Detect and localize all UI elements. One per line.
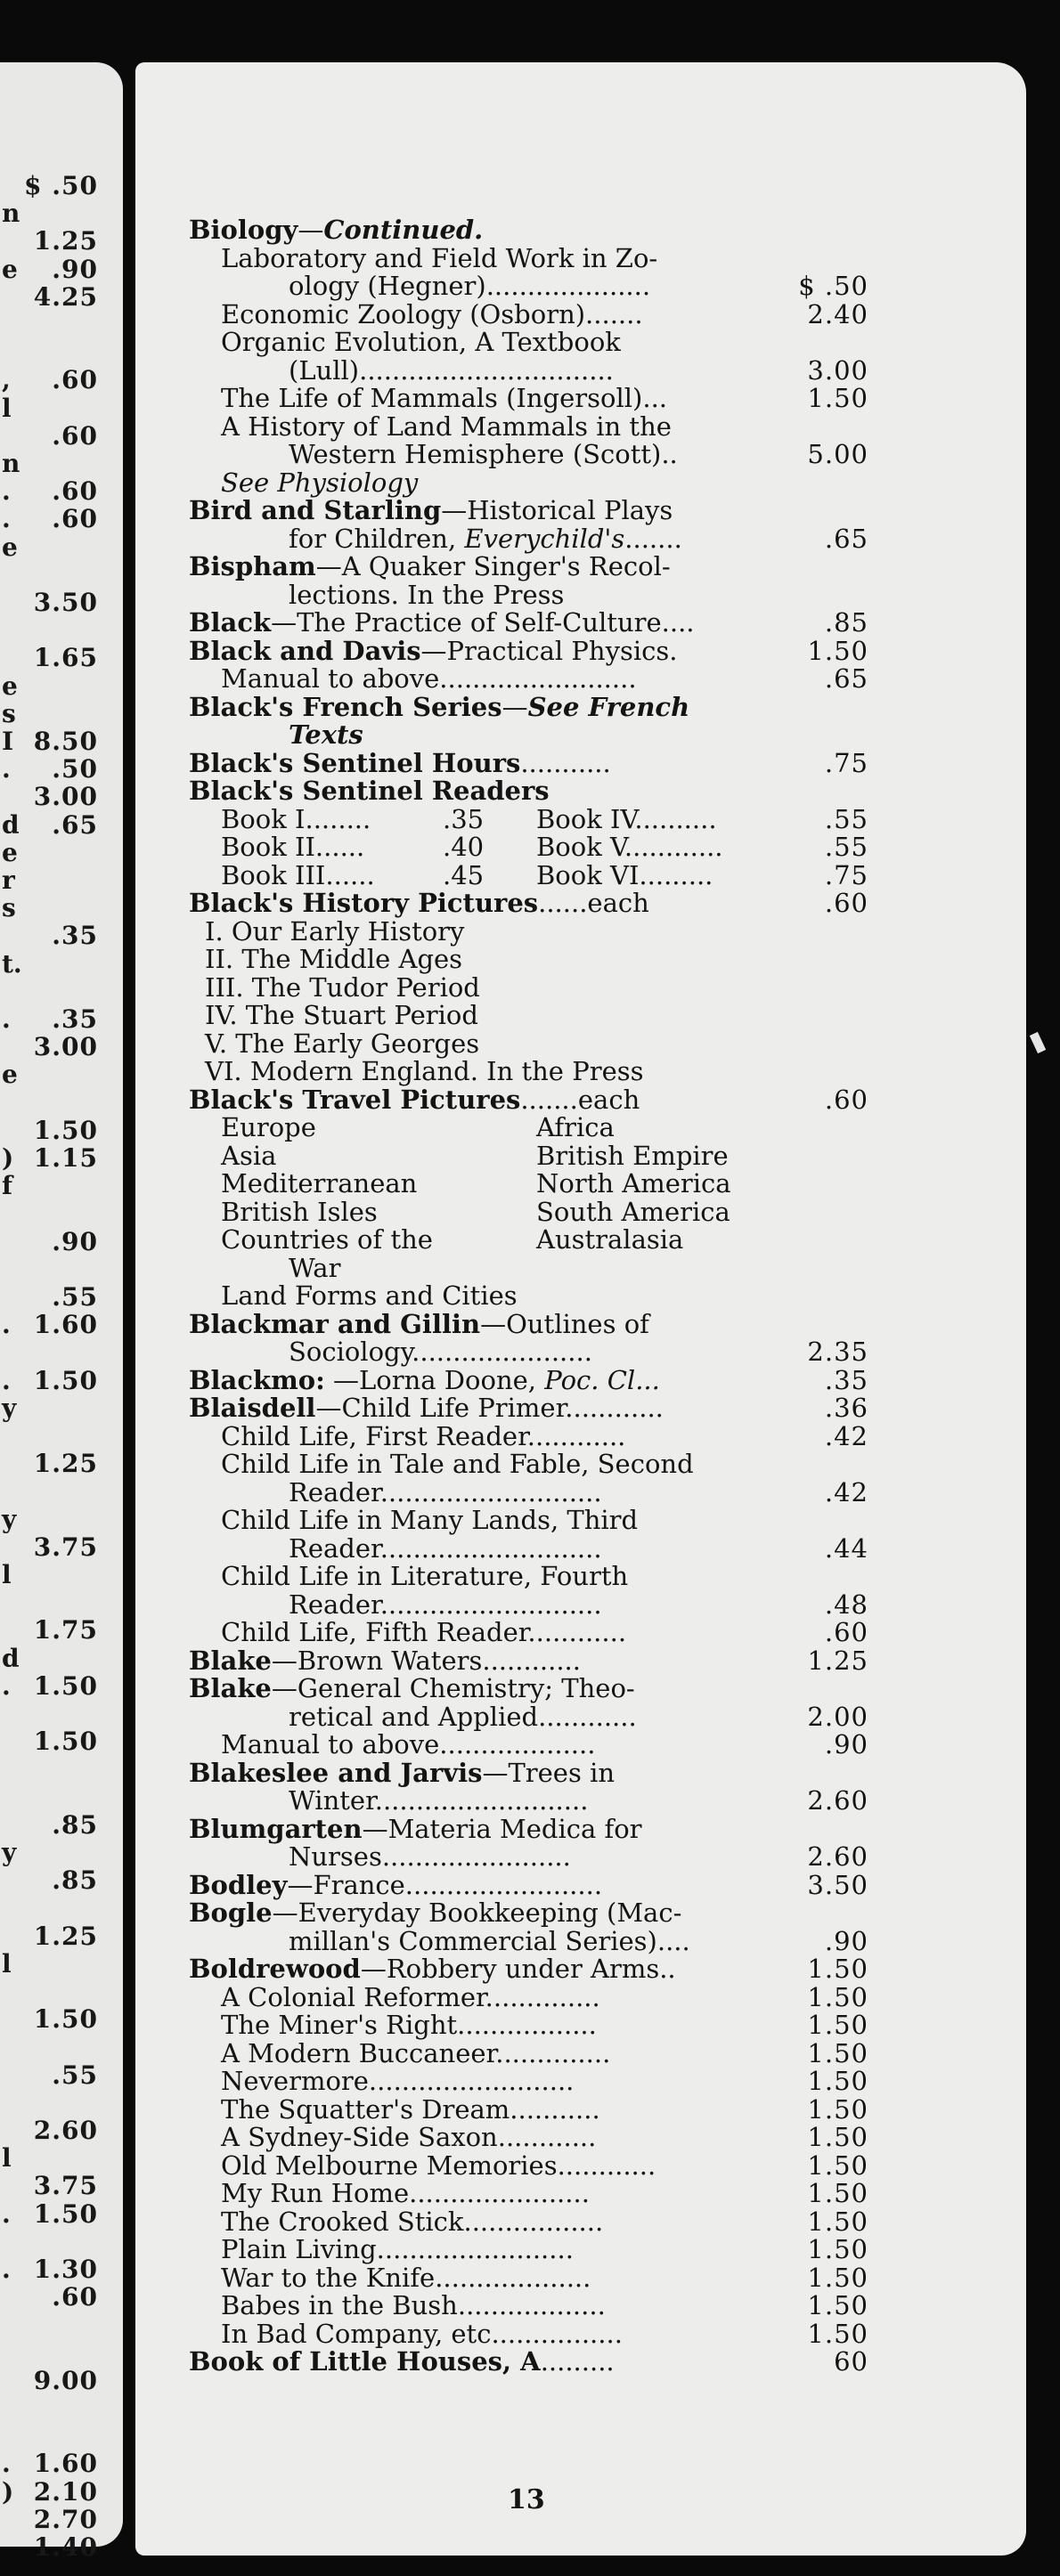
entry-title: Child Life, First Reader............ [221, 1420, 626, 1451]
entry-title: The Crooked Stick................. [221, 2206, 604, 2237]
entry-text-col2: Africa [536, 1112, 615, 1142]
entry-author: Blake [189, 1645, 272, 1676]
entry-price: .75 [824, 859, 868, 890]
left-margin-glyph: . [2, 2198, 11, 2229]
entry-text-col2: British Empire [536, 1140, 729, 1171]
entry-price: 1.50 [807, 2149, 868, 2181]
entry-author: Bodley [189, 1869, 288, 1900]
left-margin-glyph: n [2, 449, 20, 478]
entry-author: Biology [189, 215, 298, 245]
left-margin-glyph: . [2, 1004, 11, 1034]
left-margin-price: .60 [52, 2282, 98, 2312]
entry-author: Black's French Series [189, 691, 502, 722]
left-margin-glyph: l [2, 1948, 12, 1979]
entry-price: 1.50 [807, 2093, 868, 2125]
entry-title: Laboratory and Field Work in Zo- [221, 242, 658, 273]
left-margin-price: .65 [52, 809, 98, 840]
left-margin-glyph: I [2, 727, 14, 756]
catalog-entry [189, 2345, 868, 2377]
entry-price: 1.50 [807, 635, 868, 666]
entry-author: Black and Davis [189, 635, 421, 666]
entry-text-col2: Book IV.......... [536, 803, 717, 834]
entry-title: ....... [624, 523, 682, 554]
entry-title: —Child Life Primer............ [315, 1393, 664, 1423]
entry-price: .48 [824, 1589, 868, 1620]
entry-title: A Colonial Reformer.............. [221, 1981, 600, 2012]
entry-author: Blake [189, 1673, 272, 1703]
entry-title: Manual to above................... [221, 1729, 596, 1759]
entry-price: .42 [824, 1420, 868, 1451]
entry-price: 1.50 [807, 2122, 868, 2152]
entry-title: British Isles [221, 1196, 378, 1227]
left-margin-glyph: e [2, 532, 18, 562]
entry-price: 1.50 [807, 2178, 868, 2208]
left-margin-glyph: e [2, 1060, 18, 1090]
left-margin-price: .60 [52, 420, 98, 451]
entry-author: Bird and Starling [189, 495, 442, 525]
entry-author: Black's History Pictures [189, 888, 539, 918]
left-margin-price: 4.25 [33, 281, 98, 312]
entry-title: ology (Hegner).................... [289, 271, 651, 301]
entry-price: .60 [824, 1617, 868, 1647]
entry-title: —Everyday Bookkeeping (Mac- [272, 1897, 682, 1928]
left-margin-price: .55 [52, 2060, 98, 2090]
entry-title: lections. In the Press [289, 579, 565, 610]
entry-title: —General Chemistry; Theo- [271, 1673, 635, 1703]
entry-author: Blakeslee and Jarvis [189, 1757, 483, 1788]
entry-text-col2: Book V............ [536, 832, 723, 862]
left-margin-price: $ .50 [24, 171, 98, 200]
left-margin-glyph: . [2, 504, 11, 534]
left-margin-glyph: . [2, 1310, 11, 1340]
left-margin-price: 1.40 [33, 2532, 98, 2562]
left-margin-price: 3.00 [33, 1032, 98, 1062]
entry-price: .60 [824, 1084, 868, 1115]
entry-price: .60 [824, 888, 868, 918]
entry-author: Black's Travel Pictures [189, 1084, 521, 1115]
left-margin-price: .90 [52, 254, 98, 284]
entry-price: 1.50 [807, 383, 868, 413]
left-margin-glyph: d [2, 1643, 20, 1673]
left-margin-price: 2.70 [33, 2504, 98, 2534]
entry-title: Poc. Cl... [544, 1364, 660, 1395]
entry-author: Bispham [189, 551, 316, 581]
entry-price: 3.00 [807, 354, 868, 386]
entry-author: Black's Sentinel Readers [189, 776, 550, 806]
entry-title: War to the Knife................... [221, 2262, 591, 2293]
left-margin-glyph: y [2, 1838, 17, 1867]
entry-price: .65 [824, 663, 868, 694]
left-margin-price: 2.60 [33, 2116, 98, 2145]
entry-title: Old Melbourne Memories............ [221, 2149, 656, 2181]
entry-title: Everychild's [464, 523, 625, 554]
entry-title: —Outlines of [480, 1308, 649, 1339]
left-margin-price: 8.50 [33, 727, 98, 756]
entry-author: Continued. [323, 215, 484, 245]
entry-title: —Brown Waters............ [271, 1645, 581, 1676]
left-margin-price: 1.25 [33, 226, 98, 256]
entry-author: Book of Little Houses, A [189, 2346, 541, 2377]
left-margin-glyph: . [2, 754, 11, 784]
entry-text-col2: Book VI......... [536, 859, 713, 890]
left-margin-price: .55 [52, 1282, 98, 1312]
left-margin-price: 1.60 [33, 1310, 98, 1340]
left-margin-glyph: s [2, 698, 16, 728]
left-margin-glyph: ) [2, 1143, 14, 1173]
left-margin-price: 1.50 [33, 1727, 98, 1757]
left-margin-glyph: e [2, 837, 18, 867]
entry-text-col2: Australasia [536, 1224, 684, 1255]
left-margin-glyph: . [2, 2255, 11, 2284]
entry-price: 1.50 [807, 1981, 868, 2012]
entry-title: (Lull)............................... [289, 354, 614, 386]
entry-title: Mediterranean [221, 1168, 418, 1199]
entry-title: Europe [221, 1112, 316, 1142]
entry-title: millan's Commercial Series).... [289, 1925, 690, 1956]
left-margin-glyph: l [2, 2143, 12, 2174]
left-margin-glyph: l [2, 393, 12, 423]
entry-text-col2: North America [536, 1168, 731, 1199]
left-margin-glyph: t. [2, 948, 22, 979]
entry-title: Book I........ [221, 803, 371, 834]
left-margin-price: 1.15 [33, 1143, 98, 1173]
left-margin-glyph: , [2, 365, 11, 395]
page-mark [1030, 1032, 1046, 1053]
entry-title: IV. The Stuart Period [205, 1000, 478, 1030]
page-number: 13 [508, 2484, 545, 2515]
left-margin-price: 1.65 [33, 643, 98, 673]
left-margin-glyph: l [2, 1560, 12, 1589]
entry-title: —Lorna Doone, [324, 1364, 545, 1395]
entry-price: 60 [834, 2346, 868, 2377]
left-margin-line [0, 2532, 123, 2570]
entry-title: —Materia Medica for [362, 1813, 642, 1844]
left-margin-price: 1.50 [33, 1115, 98, 1145]
entry-price: 2.35 [807, 1337, 868, 1367]
entry-title: —France........................ [287, 1869, 603, 1900]
entry-price: 1.50 [807, 2010, 868, 2040]
entry-author: See French [527, 691, 690, 722]
entry-title: —Robbery under Arms.. [360, 1954, 676, 1984]
entry-price: .75 [824, 747, 868, 778]
entry-price: .65 [824, 523, 868, 554]
left-margin-glyph: e [2, 254, 18, 284]
left-margin-glyph: d [2, 809, 20, 840]
entry-price: .35 [824, 1364, 868, 1395]
left-margin-price: 1.50 [33, 2004, 98, 2035]
entry-title: Book II...... [221, 832, 365, 862]
left-margin-price: 9.00 [33, 2365, 98, 2395]
left-margin-price: 1.25 [33, 1921, 98, 1951]
entry-title: Western Hemisphere (Scott).. [289, 439, 678, 469]
entry-title: In Bad Company, etc................ [221, 2318, 623, 2349]
left-margin-price: .35 [52, 1004, 98, 1034]
entry-title: — [501, 691, 528, 722]
left-margin-glyph: . [2, 1670, 11, 1701]
entry-price: 1.50 [807, 1954, 868, 1984]
entry-title: See Physiology [221, 467, 419, 498]
entry-title: ......... [540, 2346, 615, 2377]
left-margin-price: 1.50 [33, 1365, 98, 1395]
entry-price: 2.60 [807, 1785, 868, 1816]
left-margin-price: .60 [52, 504, 98, 534]
left-margin-price: 1.30 [33, 2255, 98, 2284]
entry-author: Blaisdell [189, 1393, 316, 1423]
left-margin-price: 1.50 [33, 2198, 98, 2229]
entry-author: Boldrewood [189, 1954, 361, 1984]
entry-price: $ .50 [798, 271, 868, 301]
entry-title: Sociology...................... [289, 1337, 592, 1367]
entry-title: III. The Tudor Period [205, 971, 480, 1003]
entry-title: V. The Early Georges [205, 1028, 480, 1059]
entry-title: Reader........................... [289, 1532, 602, 1564]
left-margin-price: 1.75 [33, 1615, 98, 1646]
left-margin-price: 1.50 [33, 1670, 98, 1701]
left-margin-glyph: y [2, 1504, 17, 1534]
entry-title: Reader........................... [289, 1476, 602, 1507]
entry-price: 2.40 [807, 298, 868, 329]
entry-price: .85 [824, 607, 868, 638]
left-page-margin [0, 62, 123, 2562]
entry-price: 5.00 [807, 439, 868, 469]
entry-price: 1.25 [807, 1645, 868, 1676]
entry-text [189, 2345, 615, 2377]
left-margin-glyph: e [2, 670, 18, 701]
entry-title: Countries of the [221, 1224, 433, 1255]
entry-title: II. The Middle Ages [205, 944, 463, 974]
left-margin-price: .60 [52, 365, 98, 395]
entry-title: Economic Zoology (Osborn)....... [221, 298, 643, 329]
entry-title: for Children, [289, 523, 465, 554]
entry-price: .90 [824, 1925, 868, 1956]
left-margin-price: 3.75 [33, 2171, 98, 2201]
left-margin-price: 1.60 [33, 2449, 98, 2479]
entry-title: A History of Land Mammals in the [221, 410, 672, 442]
entry-title: Land Forms and Cities [221, 1280, 518, 1311]
left-margin-price: 3.75 [33, 1532, 98, 1562]
left-margin-price: .85 [52, 1809, 98, 1840]
entry-title: —Trees in [482, 1757, 616, 1788]
entry-author: Texts [289, 719, 363, 750]
entry-title: Babes in the Bush.................. [221, 2290, 606, 2320]
entry-title: —The Practice of Self-Culture.... [271, 607, 695, 638]
entry-title: A Sydney-Side Saxon............ [221, 2122, 597, 2152]
entry-title: Book III...... [221, 859, 375, 890]
entry-title: ......each [538, 888, 649, 918]
entry-text-col2: South America [536, 1196, 730, 1227]
entry-price: .36 [824, 1393, 868, 1423]
entry-title: —Historical Plays [441, 495, 673, 525]
entry-title: The Squatter's Dream........... [221, 2093, 600, 2125]
entry-title: The Miner's Right................. [221, 2010, 597, 2040]
entry-title: War [289, 1252, 341, 1283]
entry-price: 1.50 [807, 2318, 868, 2349]
left-margin-price: .60 [52, 476, 98, 507]
entry-title: Child Life in Literature, Fourth [221, 1561, 629, 1591]
entry-title: Child Life in Many Lands, Third [221, 1505, 639, 1535]
left-margin-glyph: n [2, 199, 20, 229]
entry-author: Bogle [189, 1897, 273, 1928]
entry-title: —Practical Physics. [420, 635, 678, 666]
entry-author: Blackmo: [189, 1364, 325, 1395]
entry-price-col1: .45 [443, 859, 485, 890]
left-margin-glyph: f [2, 1171, 13, 1201]
entry-title: Reader........................... [289, 1589, 602, 1620]
entry-author: Blackmar and Gillin [189, 1308, 481, 1339]
entry-price: 3.50 [807, 1869, 868, 1900]
entry-price: .42 [824, 1476, 868, 1507]
entry-title: .......each [520, 1084, 640, 1115]
entry-price-col1: .35 [443, 803, 485, 834]
left-margin-glyph: r [2, 865, 15, 895]
entry-title: — [298, 215, 324, 245]
entry-price-col1: .40 [443, 832, 485, 862]
left-margin-glyph: y [2, 1393, 17, 1423]
entry-title: Manual to above........................ [221, 663, 637, 694]
entry-title: The Life of Mammals (Ingersoll)... [221, 383, 668, 413]
entry-title: My Run Home...................... [221, 2178, 590, 2208]
left-margin-glyph: . [2, 1365, 11, 1395]
entry-price: 1.50 [807, 2234, 868, 2264]
entry-price: 1.50 [807, 2206, 868, 2237]
left-margin-price: 3.00 [33, 782, 98, 812]
entry-title: Asia [221, 1140, 277, 1171]
left-margin-price: .90 [52, 1226, 98, 1256]
left-margin-glyph: . [2, 476, 11, 507]
entry-title: Child Life in Tale and Fable, Second [221, 1449, 694, 1479]
entry-price: .44 [824, 1532, 868, 1564]
entry-price: 1.50 [807, 2066, 868, 2096]
entry-author: Black [189, 607, 272, 638]
entry-title: retical and Applied............ [289, 1701, 637, 1732]
entry-price: 1.50 [807, 2037, 868, 2068]
entry-title: VI. Modern England. In the Press [205, 1056, 644, 1086]
entry-title: I. Our Early History [205, 915, 465, 947]
entry-title: Winter.......................... [289, 1785, 589, 1816]
entry-price: 1.50 [807, 2290, 868, 2320]
entry-price: .90 [824, 1729, 868, 1759]
entry-title: Plain Living........................ [221, 2234, 574, 2264]
left-margin-price: .85 [52, 1865, 98, 1896]
entry-title: Nurses....................... [289, 1841, 571, 1872]
entry-author: Black's Sentinel Hours [189, 747, 521, 778]
entry-price: 2.60 [807, 1841, 868, 1872]
entry-title: Organic Evolution, A Textbook [221, 327, 621, 357]
entry-title: Child Life, Fifth Reader............ [221, 1617, 627, 1647]
entry-author: Blumgarten [189, 1813, 363, 1844]
entry-title: Nevermore......................... [221, 2066, 575, 2096]
entry-title: A Modern Buccaneer.............. [221, 2037, 611, 2068]
entry-price: 1.50 [807, 2262, 868, 2293]
entry-price: .55 [824, 832, 868, 862]
left-margin-glyph: ) [2, 2476, 14, 2507]
entry-title: —A Quaker Singer's Recol- [315, 551, 671, 581]
entry-title: ........... [520, 747, 611, 778]
entry-price: .55 [824, 803, 868, 834]
left-margin-price: 2.10 [33, 2476, 98, 2507]
entry-price: 2.00 [807, 1701, 868, 1732]
left-margin-price: 3.50 [33, 588, 98, 617]
left-margin-price: .35 [52, 921, 98, 951]
left-margin-price: 1.25 [33, 1449, 98, 1479]
left-margin-price: .50 [52, 754, 98, 784]
left-margin-glyph: s [2, 893, 16, 923]
left-margin-glyph: . [2, 2449, 11, 2479]
